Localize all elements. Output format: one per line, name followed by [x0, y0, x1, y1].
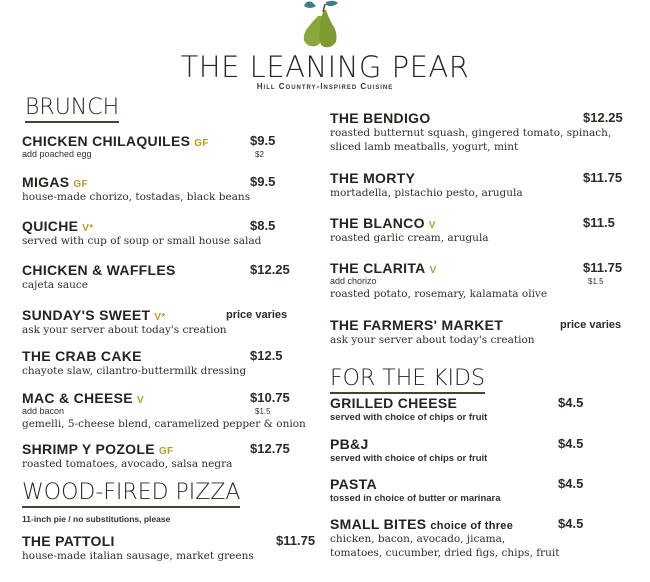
- diet-badge: V: [429, 265, 437, 276]
- item-price: $12.25: [250, 262, 290, 277]
- menu-item: [330, 317, 535, 347]
- pear-logo-icon: [292, 0, 358, 50]
- item-description: chicken, bacon, avocado, jicama,: [330, 533, 506, 545]
- item-price: $12.5: [250, 348, 283, 363]
- diet-badge: V*: [154, 312, 166, 323]
- item-description: roasted garlic cream, arugula: [330, 232, 489, 244]
- item-name: SHRIMP Y POZOLE: [22, 441, 155, 457]
- addon-price: $1.5: [255, 407, 271, 416]
- item-price: $10.75: [250, 390, 290, 405]
- item-name: SUNDAY'S SWEET: [22, 307, 151, 323]
- addon-price: $2: [255, 150, 264, 159]
- item-price: $12.25: [583, 110, 623, 125]
- item-name: THE PATTOLI: [22, 533, 115, 549]
- diet-badge: GF: [73, 179, 88, 190]
- section-kids-heading: FOR THE KIDS: [330, 367, 485, 394]
- item-description: tossed in choice of butter or marinara: [330, 493, 501, 504]
- item-name: THE CRAB CAKE: [22, 348, 142, 364]
- item-price: $4.5: [558, 476, 584, 491]
- item-price: $4.5: [558, 436, 584, 451]
- item-price: $9.5: [250, 174, 276, 189]
- item-price: $11.75: [276, 533, 316, 548]
- addon-price: $1.5: [588, 277, 604, 286]
- menu-item: [22, 307, 227, 337]
- item-description: cajeta sauce: [22, 279, 88, 291]
- item-description: house-made chorizo, tostadas, black beans: [22, 191, 251, 203]
- item-description: house-made italian sausage, market greens: [22, 550, 254, 562]
- menu-item: [22, 533, 254, 563]
- item-addon: add bacon: [22, 406, 65, 416]
- item-description: roasted butternut squash, gingered tomato, spinach,: [330, 127, 612, 139]
- menu-item: [22, 262, 176, 292]
- item-name: QUICHE: [22, 218, 79, 234]
- item-price: $11.75: [583, 170, 623, 185]
- item-description: served with choice of chips or fruit: [330, 412, 488, 423]
- item-price: $4.5: [558, 516, 584, 531]
- item-name: THE BENDIGO: [330, 110, 431, 126]
- item-name: THE MORTY: [330, 170, 416, 186]
- item-price: price varies: [560, 319, 622, 331]
- item-name: THE CLARITA: [330, 260, 426, 276]
- item-price: $4.5: [558, 395, 584, 410]
- item-addon: add poached egg: [22, 149, 92, 159]
- item-price: $8.5: [250, 218, 276, 233]
- item-name: SMALL BITES: [330, 516, 427, 532]
- tagline: Hill Country-Inspired Cuisine: [256, 82, 394, 91]
- menu-item: [330, 260, 547, 301]
- restaurant-name: THE LEANING PEAR: [180, 50, 470, 84]
- item-price: $11.75: [583, 260, 623, 275]
- diet-badge: V*: [82, 223, 94, 234]
- diet-badge: GF: [158, 446, 174, 457]
- item-name: PASTA: [330, 476, 377, 492]
- diet-badge: V: [428, 220, 436, 231]
- item-name: CHICKEN & WAFFLES: [22, 262, 176, 278]
- menu-item: [22, 218, 261, 248]
- item-name: GRILLED CHEESE: [330, 395, 458, 411]
- item-name: THE BLANCO: [330, 215, 425, 231]
- item-description: ask your server about today's creation: [22, 324, 227, 336]
- item-description-cont: tomatoes, cucumber, dried figs, chips, fruit: [330, 547, 560, 559]
- menu-item: [330, 476, 501, 505]
- menu-item: [330, 516, 560, 560]
- menu-item: [22, 348, 246, 378]
- item-price: $9.5: [250, 133, 276, 148]
- item-name: MIGAS: [22, 174, 70, 190]
- menu-item: [22, 441, 232, 471]
- item-name: CHICKEN CHILAQUILES: [22, 133, 191, 149]
- item-description: roasted tomatoes, avocado, salsa negra: [22, 458, 233, 470]
- item-name: THE FARMERS' MARKET: [330, 317, 504, 333]
- menu-item: [330, 395, 487, 424]
- item-price: price varies: [226, 309, 288, 321]
- item-name: MAC & CHEESE: [22, 390, 133, 406]
- item-description: gemelli, 5-cheese blend, caramelized pepper & onion: [22, 418, 306, 430]
- item-description: chayote slaw, cilantro-buttermilk dressing: [22, 365, 247, 377]
- item-description-cont: sliced lamb meatballs, yogurt, mint: [330, 141, 519, 153]
- section-brunch-heading: BRUNCH: [25, 96, 119, 123]
- item-description: mortadella, pistachio pesto, arugula: [330, 187, 523, 199]
- item-description: served with choice of chips or fruit: [330, 453, 488, 464]
- menu-item: [330, 170, 523, 200]
- item-description: roasted potato, rosemary, kalamata olive: [330, 288, 548, 300]
- menu-item: [330, 110, 611, 154]
- item-note: choice of three: [430, 520, 514, 532]
- item-price: $11.5: [583, 215, 615, 230]
- item-addon: add chorizo: [330, 276, 377, 286]
- menu-item: [22, 174, 250, 204]
- diet-badge: GF: [194, 138, 209, 149]
- item-name: PB&J: [330, 436, 369, 452]
- item-price: $12.75: [250, 441, 290, 456]
- section-pizza-heading: WOOD-FIRED PIZZA: [22, 481, 240, 508]
- item-description: ask your server about today's creation: [330, 334, 535, 346]
- menu-item: [22, 133, 209, 160]
- menu-item: [330, 436, 487, 465]
- menu-item: [330, 215, 489, 245]
- pizza-note: 11-inch pie / no substitutions, please: [22, 514, 171, 524]
- diet-badge: V: [136, 395, 144, 406]
- item-description: served with cup of soup or small house salad: [22, 235, 262, 247]
